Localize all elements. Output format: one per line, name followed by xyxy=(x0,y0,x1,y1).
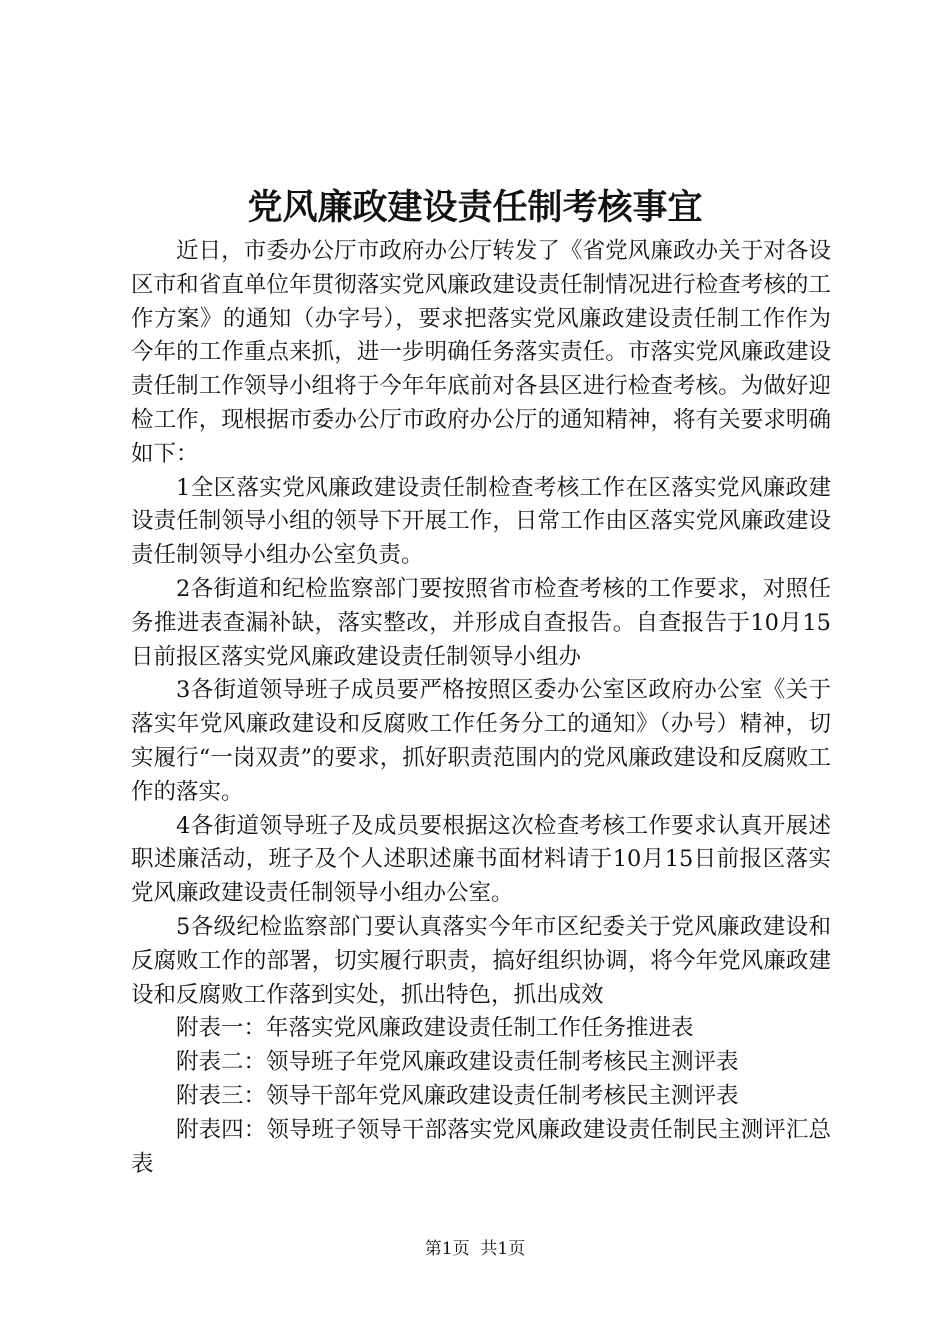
paragraph-intro: 近日，市委办公厅市政府办公厅转发了《省党风廉政办关于对各设区市和省直单位年贯彻落实党风廉政建设责任制情况进行检查考核的工作方案》的通知（办字号），要求把落实党风廉政建设责任制工作作为今年的工作重点来抓，进一步明确任务落实责任。市落实党风廉政建设责任制工作领导小组将于今年年底前对各县区进行检查考核。为做好迎检工作，现根据市委办公厅市政府办公厅的通知精神，将有关要求明确如下： xyxy=(131,238,831,467)
paragraph-item-5: 5各级纪检监察部门要认真落实今年市区纪委关于党风廉政建设和反腐败工作的部署，切实履行职责，搞好组织协调，将今年党风廉政建设和反腐败工作落到实处，抓出特色，抓出成效 xyxy=(131,913,831,1008)
paragraph-item-4: 4各街道领导班子及成员要根据这次检查考核工作要求认真开展述职述廉活动，班子及个人述职述廉书面材料请于10月15日前报区落实党风廉政建设责任制领导小组办公室。 xyxy=(131,812,831,907)
footer-separator xyxy=(470,1239,481,1259)
page-footer xyxy=(0,1237,950,1261)
paragraph-item-2: 2各街道和纪检监察部门要按照省市检查考核的工作要求，对照任务推进表查漏补缺，落实整改，并形成自查报告。自查报告于10月15日前报区落实党风廉政建设责任制领导小组办 xyxy=(131,575,831,670)
page-total: 共1页 xyxy=(480,1239,526,1259)
attachment-2: 附表二：领导班子年党风廉政建设责任制考核民主测评表 xyxy=(176,1049,739,1076)
attachment-4: 附表四：领导班子领导干部落实党风廉政建设责任制民主测评汇总表 xyxy=(131,1116,831,1177)
document-body xyxy=(131,235,831,1181)
paragraph-item-1: 1全区落实党风廉政建设责任制检查考核工作在区落实党风廉政建设责任制领导小组的领导下开展工作，日常工作由区落实党风廉政建设责任制领导小组办公室负责。 xyxy=(131,474,831,569)
attachment-1: 附表一：年落实党风廉政建设责任制工作任务推进表 xyxy=(176,1015,694,1042)
attachment-3: 附表三：领导干部年党风廉政建设责任制考核民主测评表 xyxy=(176,1082,739,1109)
paragraph-item-3: 3各街道领导班子成员要严格按照区委办公室区政府办公室《关于落实年党风廉政建设和反腐败工作任务分工的通知》（办号）精神，切实履行“一岗双责”的要求，抓好职责范围内的党风廉政建设和反腐败工作的落实。 xyxy=(131,677,831,805)
document-title: 党风廉政建设责任制考核事宜 xyxy=(247,187,703,228)
page-number: 第1页 xyxy=(424,1239,470,1259)
